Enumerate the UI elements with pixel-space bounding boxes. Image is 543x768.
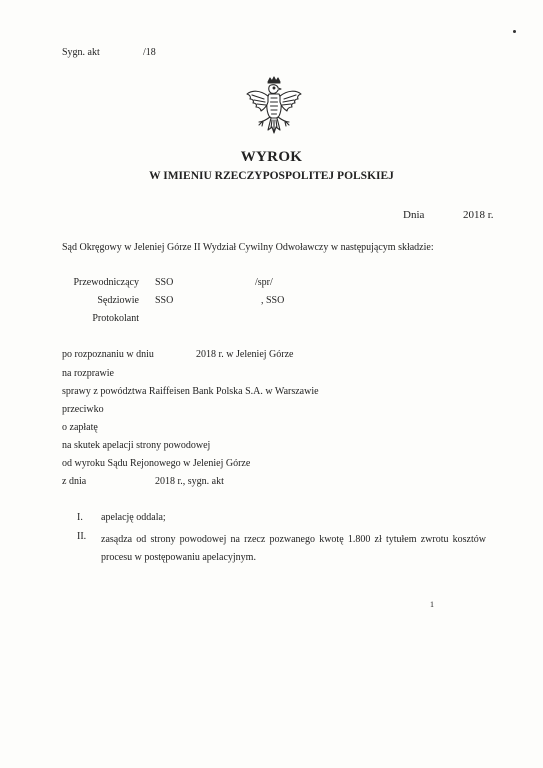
presiding-suffix: /spr/ bbox=[255, 277, 273, 288]
judges-suffix: , SSO bbox=[261, 295, 285, 306]
judges-label: Sędziowie bbox=[97, 295, 139, 306]
court-line: Sąd Okręgowy w Jeleniej Górze II Wydział Cywilny Odwoławczy w następującym składzie: bbox=[62, 242, 434, 253]
case-suffix: /18 bbox=[143, 47, 156, 58]
proceedings-line-7: od wyroku Sądu Rejonowego w Jeleniej Górze bbox=[62, 458, 251, 469]
proceedings-line-8a: z dnia bbox=[62, 476, 87, 487]
page-number: 1 bbox=[430, 600, 434, 609]
date-label: Dnia bbox=[403, 209, 425, 221]
proceedings-line-4: przeciwko bbox=[62, 404, 104, 415]
ruling-1-text: apelację oddala; bbox=[101, 512, 166, 523]
ruling-1-number: I. bbox=[77, 512, 83, 523]
presiding-title: SSO bbox=[155, 277, 174, 288]
judgment-subtitle: W IMIENIU RZECZYPOSPOLITEJ POLSKIEJ bbox=[149, 170, 394, 182]
proceedings-line-1b: 2018 r. w Jeleniej Górze bbox=[196, 349, 294, 360]
proceedings-line-5: o zapłatę bbox=[62, 422, 98, 433]
proceedings-line-2: na rozprawie bbox=[62, 368, 114, 379]
date-year: 2018 r. bbox=[463, 209, 494, 221]
proceedings-line-8b: 2018 r., sygn. akt bbox=[155, 476, 224, 487]
ruling-2-text: zasądza od strony powodowej na rzecz pozwanego kwotę 1.800 zł tytułem zwrotu kosztów procesu w postępowaniu apelacyjnym. bbox=[101, 534, 486, 563]
scan-speck bbox=[513, 30, 516, 33]
case-label: Sygn. akt bbox=[62, 47, 100, 58]
proceedings-line-3: sprawy z powództwa Raiffeisen Bank Polska S.A. w Warszawie bbox=[62, 386, 319, 397]
ruling-2-number: II. bbox=[77, 531, 87, 542]
clerk-label: Protokolant bbox=[92, 313, 139, 324]
judges-title: SSO bbox=[155, 295, 174, 306]
judgment-title: WYROK bbox=[240, 149, 303, 165]
presiding-label: Przewodniczący bbox=[73, 277, 139, 288]
polish-eagle-emblem-icon bbox=[244, 76, 304, 140]
proceedings-line-1a: po rozpoznaniu w dniu bbox=[62, 349, 154, 360]
proceedings-line-6: na skutek apelacji strony powodowej bbox=[62, 440, 211, 451]
